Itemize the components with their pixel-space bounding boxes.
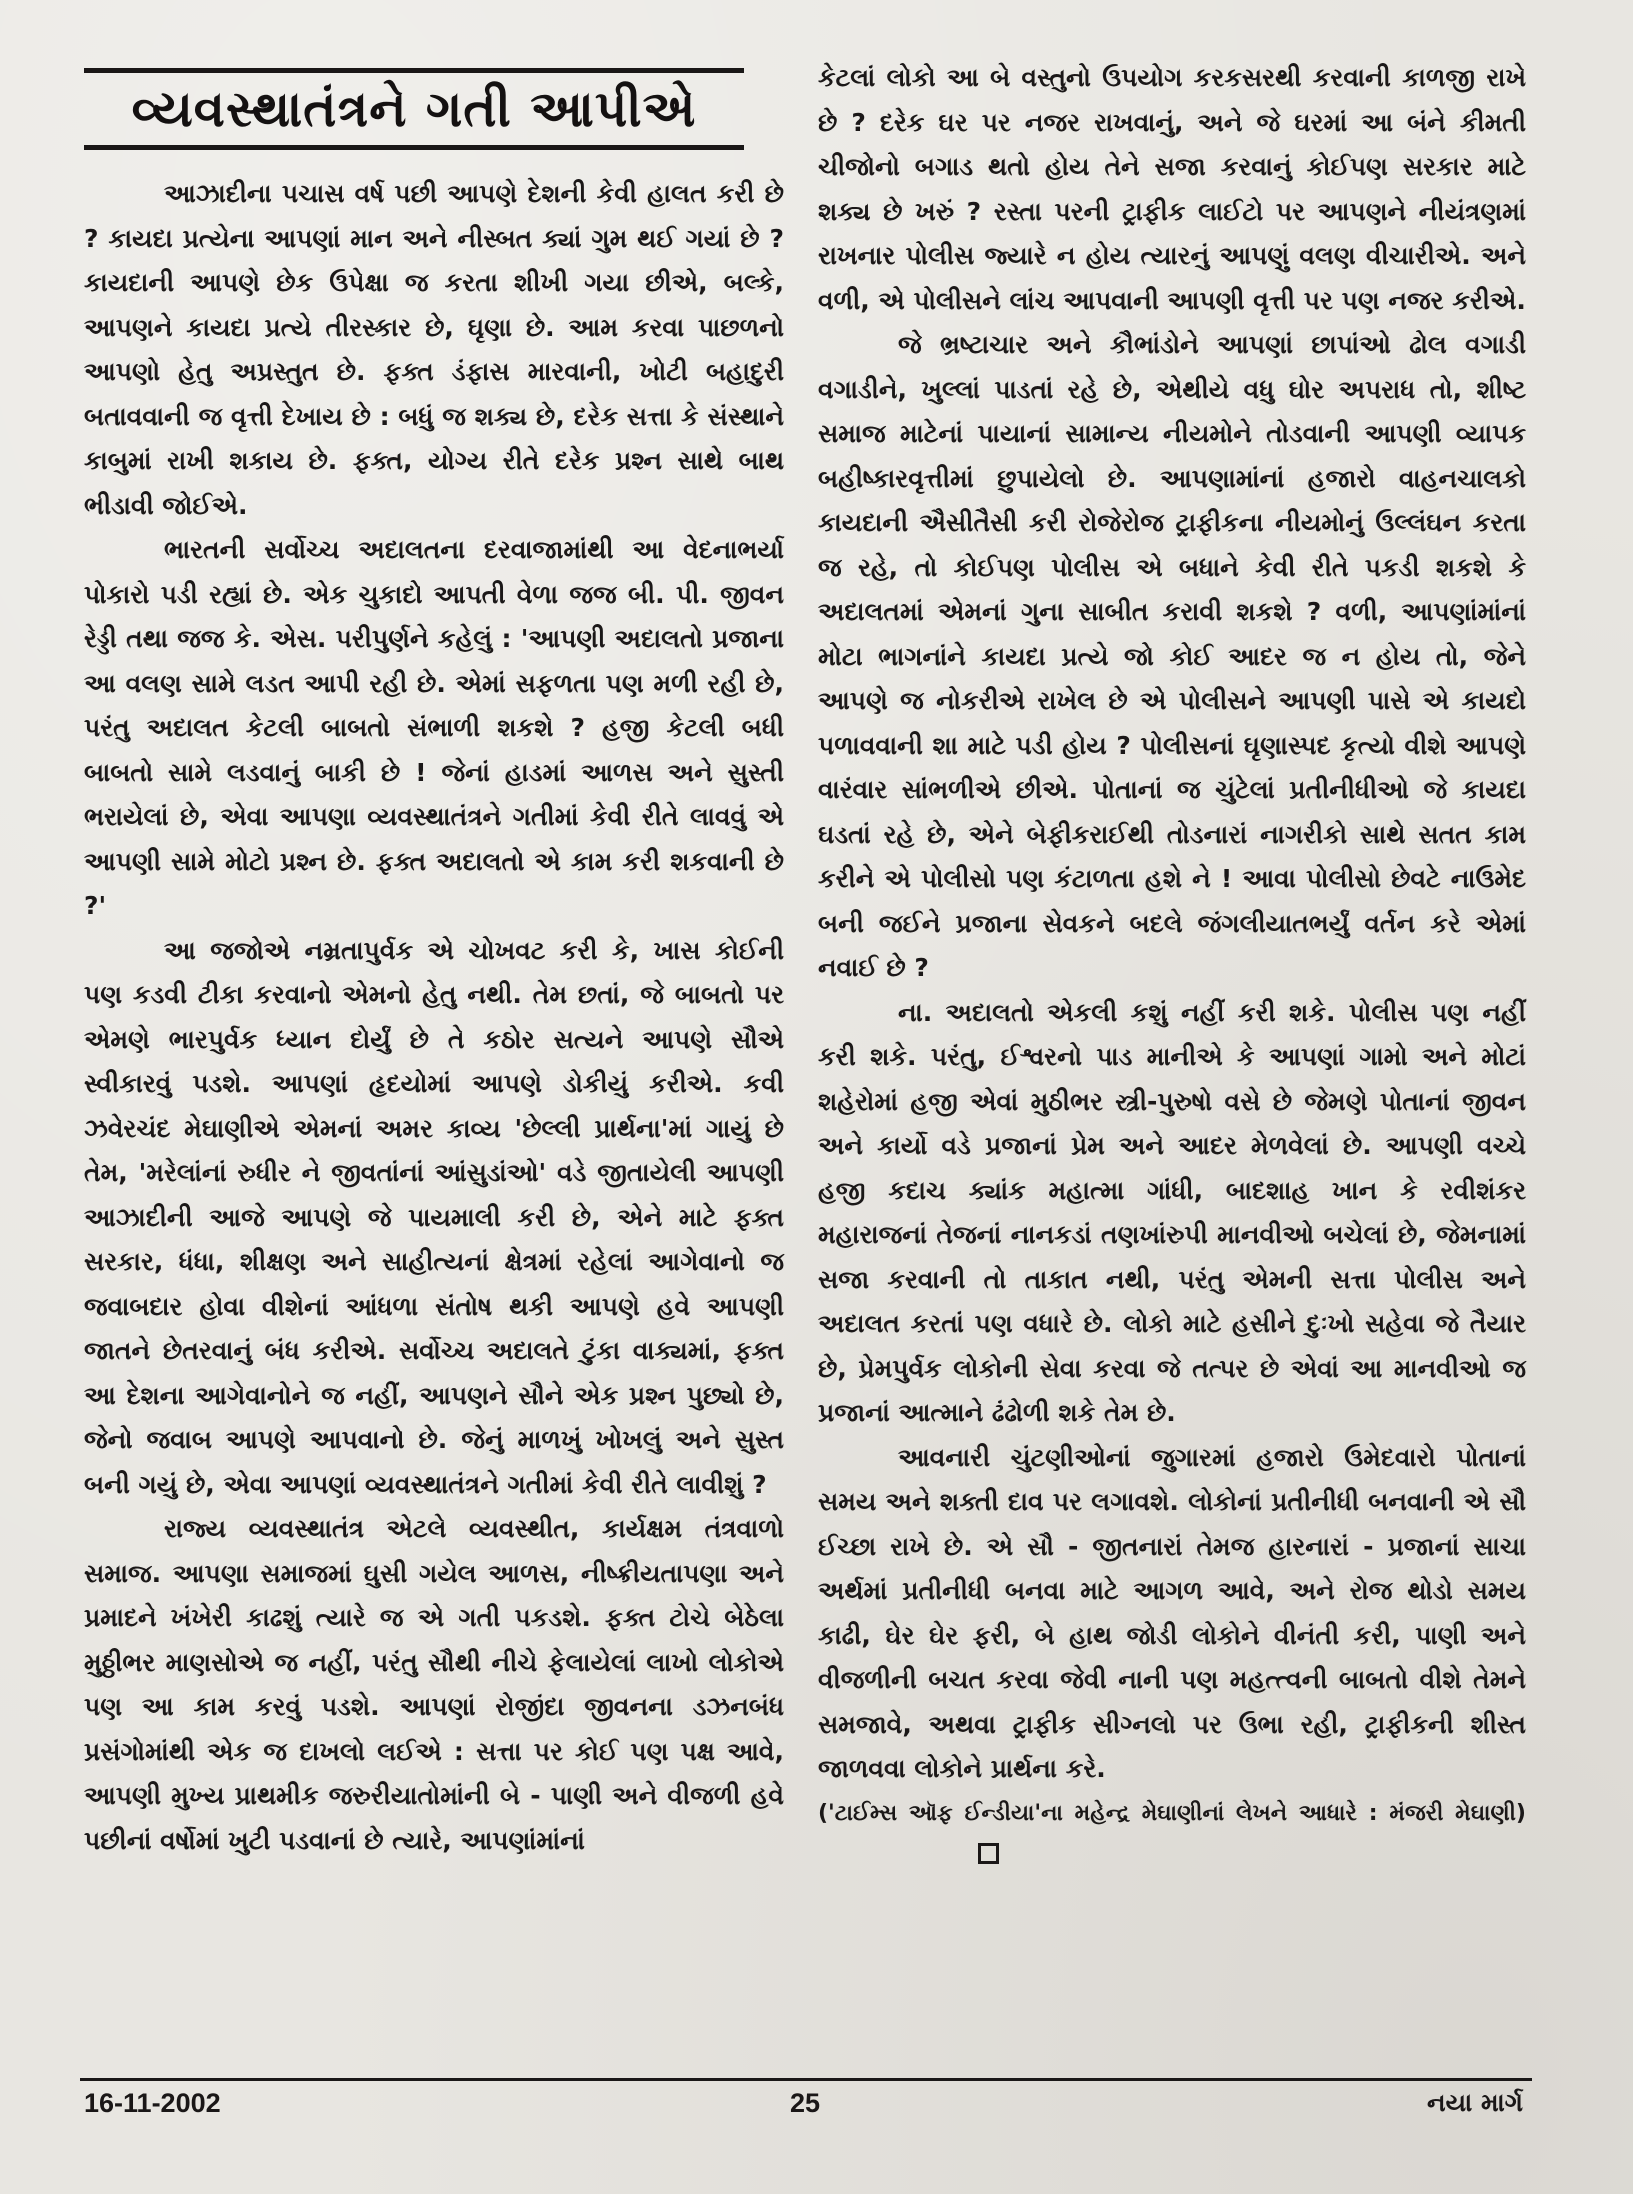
paragraph: જે ભ્રષ્ટાચાર અને કૌભાંડોને આપણાં છાપાંઓ ઢોલ વગાડી વગાડીને, ખુલ્લાં પાડતાં રહે છે, એથીયે વધુ ઘોર અપરાધ તો, શીષ્ટ સમાજ માટેનાં પાયાનાં સામાન્ય નીયમોને તોડવાની આપણી વ્યાપક બહીષ્કારવૃત્તીમાં છુપાયેલો છે. આપણામાંનાં હજારો વાહનચાલકો કાયદાની ઐસીતૈસી કરી રોજેરોજ ટ્રાફીકના નીયમોનું ઉલ્લંઘન કરતા જ રહે, તો કોઈપણ પોલીસ એ બધાને કેવી રીતે પકડી શકશે કે અદાલતમાં એમનાં ગુના સાબીત કરાવી શકશે ? વળી, આપણાંમાંનાં મોટા ભાગનાંને કાયદા પ્રત્યે જો કોઈ આદર જ ન હોય તો, જેને આપણે જ નોકરીએ રાખેલ છે એ પોલીસને આપણી પાસે એ કાયદો પળાવવાની શા માટે પડી હોય ? પોલીસનાં ઘૃણાસ્પદ કૃત્યો વીશે આપણે વારંવાર સાંભળીએ છીએ. પોતાનાં જ ચુંટેલાં પ્રતીનીધીઓ જે કાયદા ઘડતાં રહે છે, એને બેફીકરાઈથી તોડનારાં નાગરીકો સાથે સતત કામ કરીને એ પોલીસો પણ કંટાળતા હશે ને ! આવા પોલીસો છેવટે નાઉમેદ બની જઈને પ્રજાના સેવકને બદલે જંગલીયાતભર્યું વર્તન કરે એમાં નવાઈ છે ? bbox=[818, 330, 1526, 982]
paragraph: આ જજોએ નમ્રતાપુર્વક એ ચોખવટ કરી કે, ખાસ કોઈની પણ કડવી ટીકા કરવાનો એમનો હેતુ નથી. તેમ છતાં, જે બાબતો પર એમણે ભારપુર્વક ધ્યાન દોર્યું છે તે કઠોર સત્યને આપણે સૌએ સ્વીકારવું પડશે. આપણાં હૃદયોમાં આપણે ડોકીયું કરીએ. કવી ઝવેરચંદ મેઘાણીએ એમનાં અમર કાવ્ય 'છેલ્લી પ્રાર્થના'માં ગાયું છે તેમ, 'મરેલાંનાં રુધીર ને જીવતાંનાં આંસુડાંઓ' વડે જીતાયેલી આપણી આઝાદીની આજે આપણે જે પાયમાલી કરી છે, એને માટે ફક્ત સરકાર, ધંધા, શીક્ષણ અને સાહીત્યનાં ક્ષેત્રમાં રહેલાં આગેવાનો જ જવાબદાર હોવા વીશેનાં આંધળા સંતોષ થકી આપણે હવે આપણી જાતને છેતરવાનું બંધ કરીએ. સર્વોચ્ચ અદાલતે ટુંકા વાક્યમાં, ફક્ત આ દેશના આગેવાનોને જ નહીં, આપણને સૌને એક પ્રશ્ન પુછ્યો છે, જેનો જવાબ આપણે આપવાનો છે. જેનું માળખું ખોખલું અને સુસ્ત બની ગયું છે, એવા આપણાં વ્યવસ્થાતંત્રને ગતીમાં કેવી રીતે લાવીશું ? bbox=[84, 935, 784, 1499]
source-note bbox=[818, 1794, 1526, 1874]
footer-divider bbox=[80, 2078, 1532, 2081]
right-column bbox=[818, 56, 1526, 1874]
paragraph: આવનારી ચુંટણીઓનાં જુગારમાં હજારો ઉમેદવારો પોતાનાં સમય અને શક્તી દાવ પર લગાવશે. લોકોનાં પ્રતીનીધી બનવાની એ સૌ ઈચ્છા રાખે છે. એ સૌ - જીતનારાં તેમજ હારનારાં - પ્રજાનાં સાચા અર્થમાં પ્રતીનીધી બનવા માટે આગળ આવે, અને રોજ થોડો સમય કાઢી, ઘેર ઘેર ફરી, બે હાથ જોડી લોકોને વીનંતી કરી, પાણી અને વીજળીની બચત કરવા જેવી નાની પણ મહત્ત્વની બાબતો વીશે તેમને સમજાવે, અથવા ટ્રાફીક સીગ્નલો પર ઉભા રહી, ટ્રાફીકની શીસ્ત જાળવવા લોકોને પ્રાર્થના કરે. bbox=[818, 1442, 1526, 1783]
article-title: વ્યવસ્થાતંત્રને ગતી આપીએ bbox=[131, 79, 697, 138]
paragraph: ના. અદાલતો એકલી કશું નહીં કરી શકે. પોલીસ પણ નહીં કરી શકે. પરંતુ, ઈશ્વરનો પાડ માનીએ કે આપણાં ગામો અને મોટાં શહેરોમાં હજી એવાં મુઠીભર સ્ત્રી-પુરુષો વસે છે જેમણે પોતાનાં જીવન અને કાર્યો વડે પ્રજાનાં પ્રેમ અને આદર મેળવેલાં છે. આપણી વચ્ચે હજી કદાચ ક્યાંક મહાત્મા ગાંધી, બાદશાહ ખાન કે રવીશંકર મહારાજનાં તેજનાં નાનકડાં તણખાંરુપી માનવીઓ બચેલાં છે, જેમનામાં સજા કરવાની તો તાકાત નથી, પરંતુ એમની સત્તા પોલીસ અને અદાલત કરતાં પણ વધારે છે. લોકો માટે હસીને દુઃખો સહેવા જે તૈયાર છે, પ્રેમપુર્વક લોકોની સેવા કરવા જે તત્પર છે એવાં આ માનવીઓ જ પ્રજાનાં આત્માને ઢંઢોળી શકે તેમ છે. bbox=[818, 997, 1526, 1427]
end-mark-icon bbox=[978, 1843, 999, 1864]
paragraph: કેટલાં લોકો આ બે વસ્તુનો ઉપયોગ કરકસરથી કરવાની કાળજી રાખે છે ? દરેક ઘર પર નજર રાખવાનું, અને જે ઘરમાં આ બંને કીમતી ચીજોનો બગાડ થતો હોય તેને સજા કરવાનું કોઈપણ સરકાર માટે શક્ય છે ખરું ? રસ્તા પરની ટ્રાફીક લાઈટો પર આપણને નીયંત્રણમાં રાખનાર પોલીસ જ્યારે ન હોય ત્યારનું આપણું વલણ વીચારીએ. અને વળી, એ પોલીસને લાંચ આપવાની આપણી વૃત્તી પર પણ નજર કરીએ. bbox=[818, 63, 1526, 315]
left-column bbox=[84, 172, 784, 1863]
paragraph: રાજ્ય વ્યવસ્થાતંત્ર એટલે વ્યવસ્થીત, કાર્યક્ષમ તંત્રવાળો સમાજ. આપણા સમાજમાં ઘુસી ગયેલ આળસ, નીષ્ક્રીયતાપણા અને પ્રમાદને ખંખેરી કાઢશું ત્યારે જ એ ગતી પકડશે. ફક્ત ટોચે બેઠેલા મુઠ્ઠીભર માણસોએ જ નહીં, પરંતુ સૌથી નીચે ફેલાયેલાં લાખો લોકોએ પણ આ કામ કરવું પડશે. આપણાં રોજીંદા જીવનના ડઝનબંધ પ્રસંગોમાંથી એક જ દાખલો લઈએ : સત્તા પર કોઈ પણ પક્ષ આવે, આપણી મુખ્ય પ્રાથમીક જરુરીયાતોમાંની બે - પાણી અને વીજળી હવે પછીનાં વર્ષોમાં ખુટી પડવાનાં છે ત્યારે, આપણાંમાંનાં bbox=[84, 1514, 784, 1855]
publication-name: નયા માર્ગ bbox=[1427, 2088, 1523, 2117]
paragraph: આઝાદીના પચાસ વર્ષ પછી આપણે દેશની કેવી હાલત કરી છે ? કાયદા પ્રત્યેના આપણાં માન અને નીસ્બત ક્યાં ગુમ થઈ ગયાં છે ? કાયદાની આપણે છેક ઉપેક્ષા જ કરતા શીખી ગયા છીએ, બલ્કે, આપણને કાયદા પ્રત્યે તીરસ્કાર છે, ઘૃણા છે. આમ કરવા પાછળનો આપણો હેતુ અપ્રસ્તુત છે. ફક્ત ડંફાસ મારવાની, ખોટી બહાદુરી બતાવવાની જ વૃત્તી દેખાય છે : બધું જ શક્ય છે, દરેક સત્તા કે સંસ્થાને કાબુમાં રાખી શકાય છે. ફક્ત, યોગ્ય રીતે દરેક પ્રશ્ન સાથે બાથ ભીડાવી જોઈએ. bbox=[84, 179, 784, 520]
source-note-text: ('ટાઈમ્સ ઑફ ઈન્ડીયા'ના મહેન્દ્ર મેઘાણીનાં લેખને આધારે : મંજરી મેઘાણી) bbox=[818, 1800, 1526, 1826]
page-number: 25 bbox=[790, 2088, 821, 2118]
paragraph: ભારતની સર્વોચ્ચ અદાલતના દરવાજામાંથી આ વેદનાભર્યા પોકારો પડી રહ્યાં છે. એક ચુકાદો આપતી વેળા જજ બી. પી. જીવન રેડ્ડી તથા જજ કે. એસ. પરીપુર્ણને કહેલું : 'આપણી અદાલતો પ્રજાના આ વલણ સામે લડત આપી રહી છે. એમાં સફળતા પણ મળી રહી છે, પરંતુ અદાલત કેટલી બાબતો સંભાળી શકશે ? હજી કેટલી બધી બાબતો સામે લડવાનું બાકી છે ! જેનાં હાડમાં આળસ અને સુસ્તી ભરાયેલાં છે, એવા આપણા વ્યવસ્થાતંત્રને ગતીમાં કેવી રીતે લાવવું એ આપણી સામે મોટો પ્રશ્ન છે. ફક્ત અદાલતો એ કામ કરી શકવાની છે ?' bbox=[84, 535, 784, 920]
footer-date: 16-11-2002 bbox=[84, 2088, 221, 2118]
article-title-box bbox=[84, 68, 744, 150]
